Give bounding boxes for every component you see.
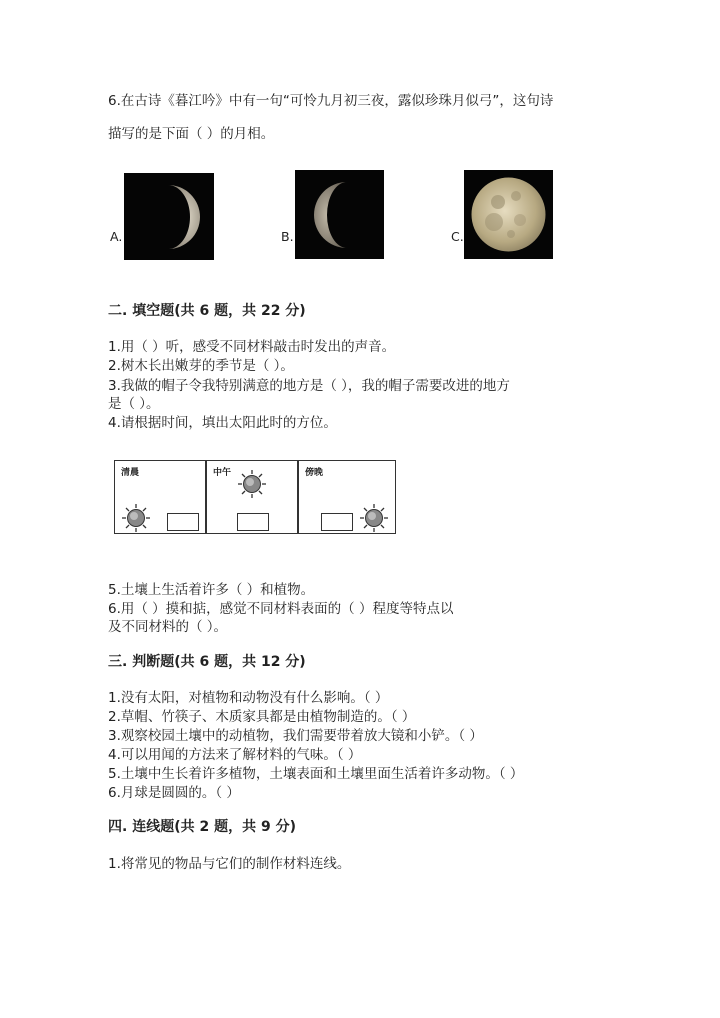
sun-box-morning [114, 460, 206, 534]
judge-question-3: 3.观察校园土壤中的动植物，我们需要带着放大镜和小铲。（ ） [108, 728, 483, 744]
fill-question-2: 2.树木长出嫩芽的季节是（ ）。 [108, 358, 294, 374]
fill-question-3-line-1: 3.我做的帽子令我特别满意的地方是（ ），我的帽子需要改进的地方 [108, 378, 510, 394]
judge-question-6: 6.月球是圆圆的。（ ） [108, 785, 240, 801]
question-6-line-2: 描写的是下面（ ）的月相。 [108, 126, 275, 142]
answer-box-morning[interactable] [167, 513, 199, 531]
option-c-label: C. [451, 229, 464, 244]
section-3-title: 三. 判断题(共 6 题，共 12 分) [108, 654, 306, 670]
full-moon-icon [464, 170, 553, 259]
fill-question-5: 5.土壤上生活着许多（ ）和植物。 [108, 582, 315, 598]
fill-question-1: 1.用（ ）听，感受不同材料敲击时发出的声音。 [108, 339, 396, 355]
fill-question-6-line-2: 及不同材料的（ ）。 [108, 619, 228, 635]
matching-question-1: 1.将常见的物品与它们的制作材料连线。 [108, 856, 351, 872]
judge-question-4: 4.可以用闻的方法来了解材料的气味。（ ） [108, 747, 362, 763]
sun-box-title: 中午 [213, 468, 232, 478]
sun-box-noon [206, 460, 298, 534]
judge-question-5: 5.土壤中生长着许多植物，土壤表面和土壤里面生活着许多动物。（ ） [108, 766, 524, 782]
option-a-label: A. [110, 229, 123, 244]
judge-question-2: 2.草帽、竹筷子、木质家具都是由植物制造的。（ ） [108, 709, 416, 725]
fill-question-3-line-2: 是（ ）。 [108, 396, 160, 412]
fill-question-6-line-1: 6.用（ ）摸和掂，感觉不同材料表面的（ ）程度等特点以 [108, 601, 454, 617]
option-b-label: B. [281, 229, 294, 244]
sun-icon [359, 503, 389, 533]
question-6-line-1: 6.在古诗《暮江吟》中有一句“可怜九月初三夜，露似珍珠月似弓”，这句诗 [108, 93, 554, 109]
section-2-title: 二. 填空题(共 6 题，共 22 分) [108, 303, 306, 319]
judge-question-1: 1.没有太阳，对植物和动物没有什么影响。（ ） [108, 690, 389, 706]
sun-box-title: 清晨 [121, 468, 140, 478]
sun-icon [121, 503, 151, 533]
sun-box-title: 傍晚 [305, 468, 324, 478]
answer-box-evening[interactable] [321, 513, 353, 531]
section-4-title: 四. 连线题(共 2 题，共 9 分) [108, 819, 296, 835]
sun-box-evening [298, 460, 396, 534]
waxing-crescent-icon [124, 173, 214, 260]
fill-question-4: 4.请根据时间，填出太阳此时的方位。 [108, 415, 337, 431]
answer-box-noon[interactable] [237, 513, 269, 531]
waning-crescent-icon [295, 170, 384, 259]
sun-icon [237, 469, 267, 499]
